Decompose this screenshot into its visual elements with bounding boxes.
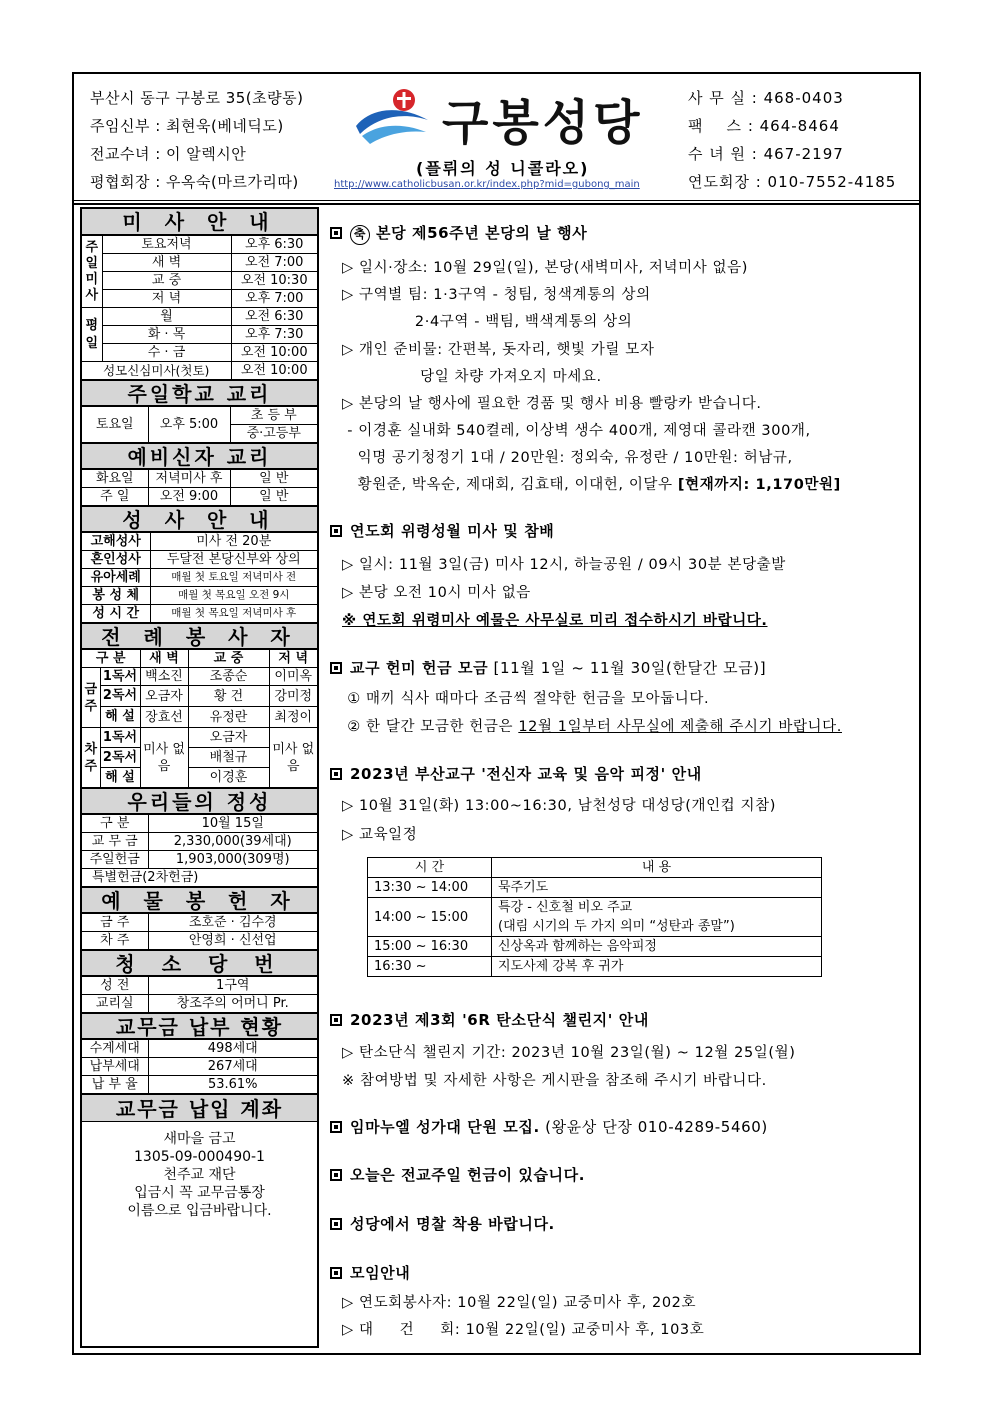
fax: 팩 스 : 464-8464	[688, 117, 840, 135]
cleaning-title: 청 소 당 번	[82, 950, 317, 976]
yeondo-president-phone: 연도회장 : 010-7552-4185	[688, 173, 897, 191]
bullet-square-icon	[330, 1014, 342, 1026]
mass-name: 월	[102, 308, 231, 326]
class-day: 주 일	[82, 488, 148, 506]
liturgy-no-mass: 미사 없음	[269, 728, 317, 788]
bullet-square-icon	[330, 227, 342, 239]
liturgy-table	[82, 649, 317, 788]
liturgy-role: 2독서	[100, 686, 140, 707]
section-title: 성당에서 명찰 착용 바랍니다.	[350, 1215, 555, 1233]
account-note: 이름으로 입금바랍니다.	[127, 1203, 272, 1219]
rice-deadline: 12월 1일부터 사무실에 제출해 주시기 바랍니다.	[518, 719, 842, 735]
schedule-head: 내 용	[492, 858, 822, 878]
parish-logo	[352, 86, 432, 146]
sacrament-info: 매월 첫 목요일 오전 9시	[150, 587, 317, 605]
school-time: 오후 5:00	[148, 407, 230, 443]
cleaning-table	[82, 976, 317, 1013]
bullet-square-icon	[330, 1121, 342, 1133]
mass-time: 오후 7:00	[231, 290, 317, 308]
dues-value: 267세대	[148, 1058, 317, 1076]
section-choir	[330, 1116, 915, 1137]
liturgy-role: 해 설	[100, 768, 140, 788]
liturgy-head: 새 벽	[140, 650, 188, 668]
celebration-badge-icon: 축	[350, 225, 370, 245]
meeting-line: ▷ 연도회봉사자: 10월 22일(일) 교중미사 후, 202호	[342, 1295, 697, 1311]
section-yeondo	[330, 520, 915, 541]
dues-label: 수계세대	[82, 1040, 148, 1058]
section-education	[330, 763, 915, 784]
liturgy-person: 배철규	[188, 748, 269, 768]
section-nametag	[330, 1213, 915, 1234]
education-line: ▷ 교육일정	[342, 827, 418, 843]
schedule-head: 시 간	[368, 858, 492, 878]
sacrament-name: 성 시 간	[82, 605, 150, 623]
sacrament-name: 고해성사	[82, 533, 150, 551]
website-link[interactable]: http://www.catholicbusan.or.kr/index.php?mid=gubong_main	[334, 179, 640, 190]
convent-phone: 수 녀 원 : 467-2197	[688, 145, 844, 163]
liturgy-person: 강미정	[269, 686, 317, 707]
schedule-content-line: 특강 - 신호철 비오 주교	[498, 900, 633, 915]
meeting-line: ▷ 대 건 회: 10월 22일(일) 교중미사 후, 103호	[342, 1322, 705, 1338]
section-title: 모임안내	[350, 1264, 411, 1282]
section-title: 교구 헌미 헌금 모금	[350, 659, 489, 677]
clean-place: 성 전	[82, 977, 148, 995]
sacrament-name: 유아세례	[82, 569, 150, 587]
liturgy-person: 장효선	[140, 707, 188, 728]
catechumen-title: 예비신자 교리	[82, 443, 317, 469]
liturgy-person: 백소진	[140, 668, 188, 686]
mass-name: 성모신심미사(첫토)	[82, 362, 231, 380]
bullet-square-icon	[330, 768, 342, 780]
dues-title: 교무금 납부 현황	[82, 1013, 317, 1039]
liturgy-role: 해 설	[100, 707, 140, 728]
account-number: 1305-09-000490-1	[134, 1149, 265, 1165]
section-title: 임마누엘 성가대 단원 모집.	[350, 1118, 540, 1136]
liturgy-person: 오금자	[140, 686, 188, 707]
sacrament-info: 두달전 본당신부와 상의	[150, 551, 317, 569]
mass-time: 오전 6:30	[231, 308, 317, 326]
liturgy-person: 이경훈	[188, 768, 269, 788]
dues-table	[82, 1039, 317, 1094]
offering-label: 교 무 금	[82, 833, 148, 851]
offering-title: 우리들의 정성	[82, 788, 317, 814]
schedule-content: 신상옥과 함께하는 음악피정	[492, 937, 822, 957]
section-mission-offering	[330, 1164, 915, 1185]
school-day: 토요일	[82, 407, 148, 443]
sacrament-title: 성 사 안 내	[82, 506, 317, 532]
anniv-line: 황원준, 박옥순, 제대회, 김효태, 이대헌, 이달우 [현재까지: 1,170만원]	[342, 477, 841, 493]
donation-total: [현재까지: 1,170만원]	[677, 477, 841, 493]
liturgy-no-mass: 미사 없음	[140, 728, 188, 788]
mass-time: 오후 7:30	[231, 326, 317, 344]
mass-table	[82, 235, 317, 380]
schedule-content: 묵주기도	[492, 878, 822, 898]
yeondo-line: ▷ 일시: 11월 3일(금) 미사 12시, 하늘공원 / 09시 30분 본당출발	[342, 557, 786, 573]
account-title: 교무금 납입 계좌	[82, 1094, 317, 1122]
clean-group: 창조주의 어머니 Pr.	[148, 995, 317, 1013]
section-title: 연도회 위령성월 미사 및 참배	[350, 522, 555, 540]
section-title: 본당 제56주년 본당의 날 행사	[376, 224, 588, 242]
carbon-line: ※ 참여방법 및 자세한 사항은 게시판을 참조해 주시기 바랍니다.	[342, 1073, 767, 1089]
school-grade: 초 등 부	[230, 407, 317, 425]
catechumen-table	[82, 469, 317, 506]
section-carbon	[330, 1009, 915, 1030]
weekday-label: 평 일	[82, 308, 102, 362]
liturgy-person: 유정란	[188, 707, 269, 728]
pastor: 주임신부 : 최현욱(베네딕도)	[90, 117, 284, 135]
liturgy-head: 구 분	[82, 650, 140, 668]
sacrament-info: 미사 전 20분	[150, 533, 317, 551]
schedule-time: 15:00 ~ 16:30	[368, 937, 492, 957]
sacrament-table	[82, 532, 317, 623]
sacrament-name: 봉 성 체	[82, 587, 150, 605]
anniv-line: ▷ 개인 준비물: 간편복, 돗자리, 햇빛 가릴 모자	[342, 342, 655, 358]
gift-title: 예 물 봉 헌 자	[82, 887, 317, 913]
mass-time: 오전 10:00	[231, 344, 317, 362]
account-note: 입금시 꼭 교무금통장	[134, 1185, 265, 1201]
anniv-line: 당일 차량 가져오지 마세요.	[342, 369, 602, 385]
mass-title: 미 사 안 내	[82, 209, 317, 235]
schedule-time: 16:30 ~	[368, 957, 492, 977]
special-offering: 특별헌금(2차헌금)	[82, 869, 317, 887]
header-divider-bold	[72, 203, 921, 205]
liturgy-head: 교 중	[188, 650, 269, 668]
section-anniversary	[330, 222, 915, 245]
gift-label: 차 주	[82, 932, 148, 950]
class-time: 저녁미사 후	[148, 470, 230, 488]
liturgy-role: 1독서	[100, 728, 140, 748]
clean-place: 교리실	[82, 995, 148, 1013]
next-week-label: 차주	[82, 728, 100, 788]
anniv-line: 익명 공기청정기 1대 / 20만원: 정외숙, 유정란 / 10만원: 허남규,	[342, 450, 793, 466]
schedule-content	[492, 898, 822, 937]
parish-title: 구봉성당	[442, 95, 644, 151]
education-line: ▷ 10월 31일(화) 13:00~16:30, 남천성당 대성당(개인컵 지참)	[342, 798, 776, 814]
offering-value: 10월 15일	[148, 815, 317, 833]
mass-name: 토요저녁	[102, 236, 231, 254]
offering-value: 1,903,000(309명)	[148, 851, 317, 869]
bullet-square-icon	[330, 1267, 342, 1279]
carbon-line: ▷ 탄소단식 챌린지 기간: 2023년 10월 23일(월) ~ 12월 25일(월)	[342, 1045, 796, 1061]
section-title: 오늘은 전교주일 헌금이 있습니다.	[350, 1166, 586, 1184]
account-info	[82, 1122, 317, 1220]
yeondo-line: ▷ 본당 오전 10시 미사 없음	[342, 585, 531, 601]
rice-line: ① 매끼 식사 때마다 조금씩 절약한 헌금을 모아둡니다.	[342, 691, 710, 707]
offering-table	[82, 814, 317, 887]
dues-value: 53.61%	[148, 1076, 317, 1094]
dues-value: 498세대	[148, 1040, 317, 1058]
mass-name: 화 · 목	[102, 326, 231, 344]
bullet-square-icon	[330, 662, 342, 674]
section-rice-offering	[330, 657, 915, 678]
mass-name: 저 녁	[102, 290, 231, 308]
mass-name: 수 · 금	[102, 344, 231, 362]
liturgy-person: 황 건	[188, 686, 269, 707]
rice-period: [11월 1일 ~ 11월 30일(한달간 모금)]	[488, 659, 767, 677]
mass-name: 교 중	[102, 272, 231, 290]
gift-label: 금 주	[82, 914, 148, 932]
section-title: 2023년 제3회 '6R 탄소단식 챌린지' 안내	[350, 1011, 649, 1029]
choir-contact: (왕윤상 단장 010-4289-5460)	[539, 1118, 768, 1136]
mass-time: 오전 10:00	[231, 362, 317, 380]
mass-time: 오후 6:30	[231, 236, 317, 254]
clean-group: 1구역	[148, 977, 317, 995]
offering-label: 주일헌금	[82, 851, 148, 869]
sacrament-name: 혼인성사	[82, 551, 150, 569]
sunday-school-table	[82, 406, 317, 443]
class-day: 화요일	[82, 470, 148, 488]
office-phone: 사 무 실 : 468-0403	[688, 89, 844, 107]
sister: 전교수녀 : 이 알렉시안	[90, 145, 247, 163]
bullet-square-icon	[330, 1169, 342, 1181]
left-column	[80, 207, 319, 1348]
gift-table	[82, 913, 317, 950]
liturgy-role: 2독서	[100, 748, 140, 768]
gift-names: 안영희 · 신선업	[148, 932, 317, 950]
anniv-line: 2·4구역 - 백팀, 백색계통의 상의	[342, 314, 633, 330]
liturgy-person: 조종순	[188, 668, 269, 686]
class-group: 일 반	[230, 488, 317, 506]
this-week-label: 금주	[82, 668, 100, 728]
mass-name: 새 벽	[102, 254, 231, 272]
mass-time: 오전 10:30	[231, 272, 317, 290]
anniv-line: - 이경훈 실내화 540켤레, 이상벽 생수 400개, 제영대 콜라캔 300개,	[342, 423, 811, 439]
dues-label: 납부세대	[82, 1058, 148, 1076]
section-meetings	[330, 1262, 915, 1283]
liturgy-person: 이미옥	[269, 668, 317, 686]
schedule-content: 지도사제 강복 후 귀가	[492, 957, 822, 977]
anniv-line: ▷ 일시·장소: 10월 29일(일), 본당(새벽미사, 저녁미사 없음)	[342, 260, 748, 276]
offering-label: 구 분	[82, 815, 148, 833]
anniv-line: ▷ 본당의 날 행사에 필요한 경품 및 행사 비용 빨랑카 받습니다.	[342, 396, 762, 412]
schedule-table	[367, 857, 822, 977]
anniv-line: ▷ 구역별 팀: 1·3구역 - 청팀, 청색계통의 상의	[342, 287, 651, 303]
bullet-square-icon	[330, 525, 342, 537]
gift-names: 조호준 · 김수경	[148, 914, 317, 932]
dues-label: 납 부 율	[82, 1076, 148, 1094]
class-time: 오전 9:00	[148, 488, 230, 506]
address: 부산시 동구 구봉로 35(초량동)	[90, 89, 304, 107]
school-grade: 중·고등부	[230, 425, 317, 443]
offering-value: 2,330,000(39세대)	[148, 833, 317, 851]
yeondo-note: ※ 연도회 위령미사 예물은 사무실로 미리 접수하시기 바랍니다.	[342, 613, 768, 629]
account-holder: 천주교 재단	[163, 1167, 236, 1183]
schedule-content-line: (대림 시기의 두 가지 의미 “성탄과 종말”)	[498, 919, 735, 934]
class-group: 일 반	[230, 470, 317, 488]
liturgy-head: 저 녁	[269, 650, 317, 668]
liturgy-role: 1독서	[100, 668, 140, 686]
schedule-time: 14:00 ~ 15:00	[368, 898, 492, 937]
schedule-time: 13:30 ~ 14:00	[368, 878, 492, 898]
sacrament-info: 매월 첫 목요일 저녁미사 후	[150, 605, 317, 623]
mass-time: 오전 7:00	[231, 254, 317, 272]
liturgy-person: 오금자	[188, 728, 269, 748]
sunday-label: 주 일 미 사	[82, 236, 102, 308]
liturgy-person: 최정이	[269, 707, 317, 728]
rice-line: ② 한 달간 모금한 헌금은 12월 1일부터 사무실에 제출해 주시기 바랍니다.	[342, 719, 842, 735]
bank-name: 새마을 금고	[163, 1131, 236, 1147]
header-divider	[72, 200, 921, 201]
sunday-school-title: 주일학교 교리	[82, 380, 317, 406]
liturgy-title: 전 례 봉 사 자	[82, 623, 317, 649]
council-president: 평협회장 : 우옥숙(마르가리따)	[90, 173, 299, 191]
bullet-square-icon	[330, 1218, 342, 1230]
patron-saint: (플뤼의 성 니콜라오)	[416, 159, 590, 178]
sacrament-info: 매월 첫 토요일 저녁미사 전	[150, 569, 317, 587]
section-title: 2023년 부산교구 '전신자 교육 및 음악 피정' 안내	[350, 765, 702, 783]
